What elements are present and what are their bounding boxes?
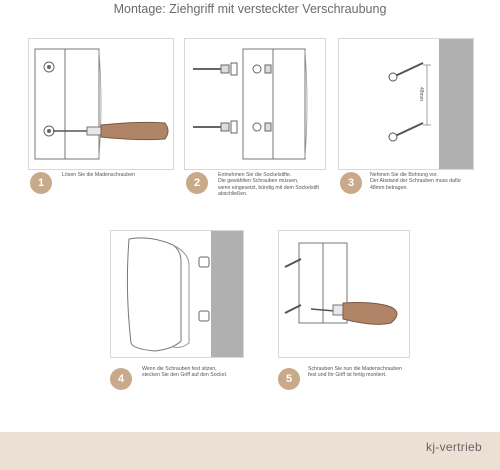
step-4-text: Wenn die Schrauben fest sitzen, stecken Sie den Griff auf den Sockel. bbox=[142, 366, 228, 379]
handle-onto-socket-drawing bbox=[111, 231, 243, 357]
step-2-badge: 2 bbox=[186, 172, 208, 194]
step-3-text: Nehmen Sie die Bohrung vor. Der Abstand der Schrauben muss dafür 48mm betragen. bbox=[370, 172, 462, 191]
footer-bar bbox=[0, 432, 500, 470]
screw-icon bbox=[193, 63, 237, 75]
step-2-illustration bbox=[184, 38, 326, 170]
step-3-illustration bbox=[338, 38, 474, 170]
wall-drilling-drawing bbox=[339, 39, 473, 169]
step-2-text: Entnehmen Sie die Sockelstifte. Die gewählten Schrauben müssen, wenn eingesetzt, bündig mit dem Sockelstift abschließen. bbox=[218, 172, 319, 198]
screw-icon bbox=[193, 121, 237, 133]
step-1-illustration bbox=[28, 38, 174, 170]
step-4-badge: 4 bbox=[110, 368, 132, 390]
step-3-badge: 3 bbox=[340, 172, 362, 194]
step-4-illustration bbox=[110, 230, 244, 358]
step-1-badge: 1 bbox=[30, 172, 52, 194]
distance-label: 48mm bbox=[418, 87, 424, 101]
brand-logo: kj-vertrieb bbox=[426, 440, 482, 454]
page-title: Montage: Ziehgriff mit versteckter Verschraubung bbox=[113, 2, 387, 16]
step-1-text: Lösen Sie die Madenschrauben bbox=[62, 172, 135, 178]
screw-icon bbox=[389, 63, 423, 81]
handle-base-screwdriver-drawing bbox=[29, 39, 173, 169]
tighten-set-screws-drawing bbox=[279, 231, 409, 357]
step-5-text: Schrauben Sie nun die Madenschrauben fest und Ihr Griff ist fertig montiert. bbox=[308, 366, 403, 379]
step-5-badge: 5 bbox=[278, 368, 300, 390]
step-5-illustration bbox=[278, 230, 410, 358]
screw-icon bbox=[389, 123, 423, 141]
screws-and-socket-pins-drawing bbox=[185, 39, 325, 169]
